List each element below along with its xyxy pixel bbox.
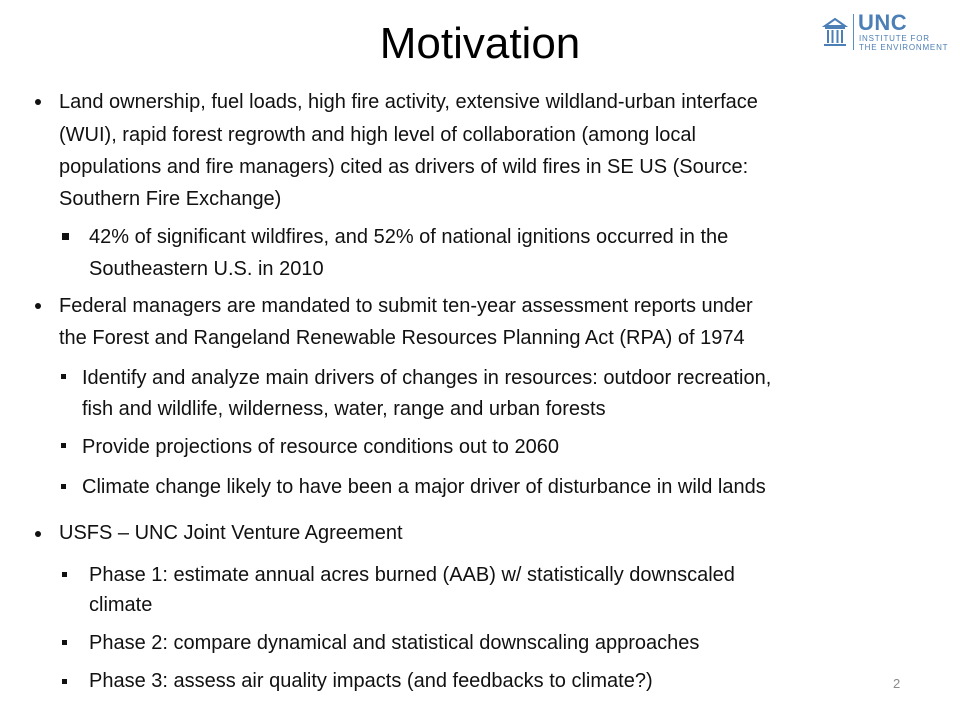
sub-bullet-1-1-line-2: Southeastern U.S. in 2010 (89, 258, 324, 280)
page-number: 2 (893, 676, 901, 691)
sub-bullet-3-2: Phase 2: compare dynamical and statistical downscaling approaches (89, 632, 700, 654)
bullet-marker (35, 303, 41, 309)
sub-bullet-3-3: Phase 3: assess air quality impacts (and feedbacks to climate?) (89, 670, 653, 692)
sub-bullet-2-1-line-2: fish and wildlife, wilderness, water, range and urban forests (82, 398, 606, 420)
bullet-1-line-1: Land ownership, fuel loads, high fire activity, extensive wildland-urban interface (59, 91, 758, 113)
logo-subtitle-line2: THE ENVIRONMENT (859, 43, 949, 52)
sub-bullet-marker (62, 572, 67, 577)
bullet-2-line-2: the Forest and Rangeland Renewable Resources Planning Act (RPA) of 1974 (59, 327, 745, 349)
bullet-2-line-1: Federal managers are mandated to submit ten-year assessment reports under (59, 295, 753, 317)
bullet-1-line-4: Southern Fire Exchange) (59, 188, 282, 210)
slide-title: Motivation (379, 19, 581, 68)
sub-bullet-3-1-line-2: climate (89, 594, 153, 616)
sub-bullet-3-1-line-1: Phase 1: estimate annual acres burned (AAB) w/ statistically downscaled (89, 564, 735, 586)
sub-bullet-marker (62, 679, 67, 684)
bullet-marker (35, 99, 41, 105)
logo-subtitle-line1: INSTITUTE FOR (859, 34, 930, 43)
sub-bullet-2-2: Provide projections of resource conditions out to 2060 (82, 436, 559, 458)
sub-bullet-marker (61, 484, 66, 489)
sub-bullet-marker (61, 443, 66, 448)
bullet-marker (35, 531, 41, 537)
bullet-1-line-2: (WUI), rapid forest regrowth and high level of collaboration (among local (59, 124, 696, 146)
sub-bullet-2-3: Climate change likely to have been a major driver of disturbance in wild lands (82, 476, 766, 498)
sub-bullet-marker (62, 233, 69, 240)
logo-unc-text: UNC (858, 10, 908, 35)
sub-bullet-1-1-line-1: 42% of significant wildfires, and 52% of national ignitions occurred in the (89, 226, 729, 248)
sub-bullet-marker (62, 640, 67, 645)
bullet-1-line-3: populations and fire managers) cited as drivers of wild fires in SE US (Source: (59, 156, 749, 178)
sub-bullet-2-1-line-1: Identify and analyze main drivers of changes in resources: outdoor recreation, (82, 367, 772, 389)
bullet-3-line-1: USFS – UNC Joint Venture Agreement (59, 522, 403, 544)
sub-bullet-marker (61, 374, 66, 379)
